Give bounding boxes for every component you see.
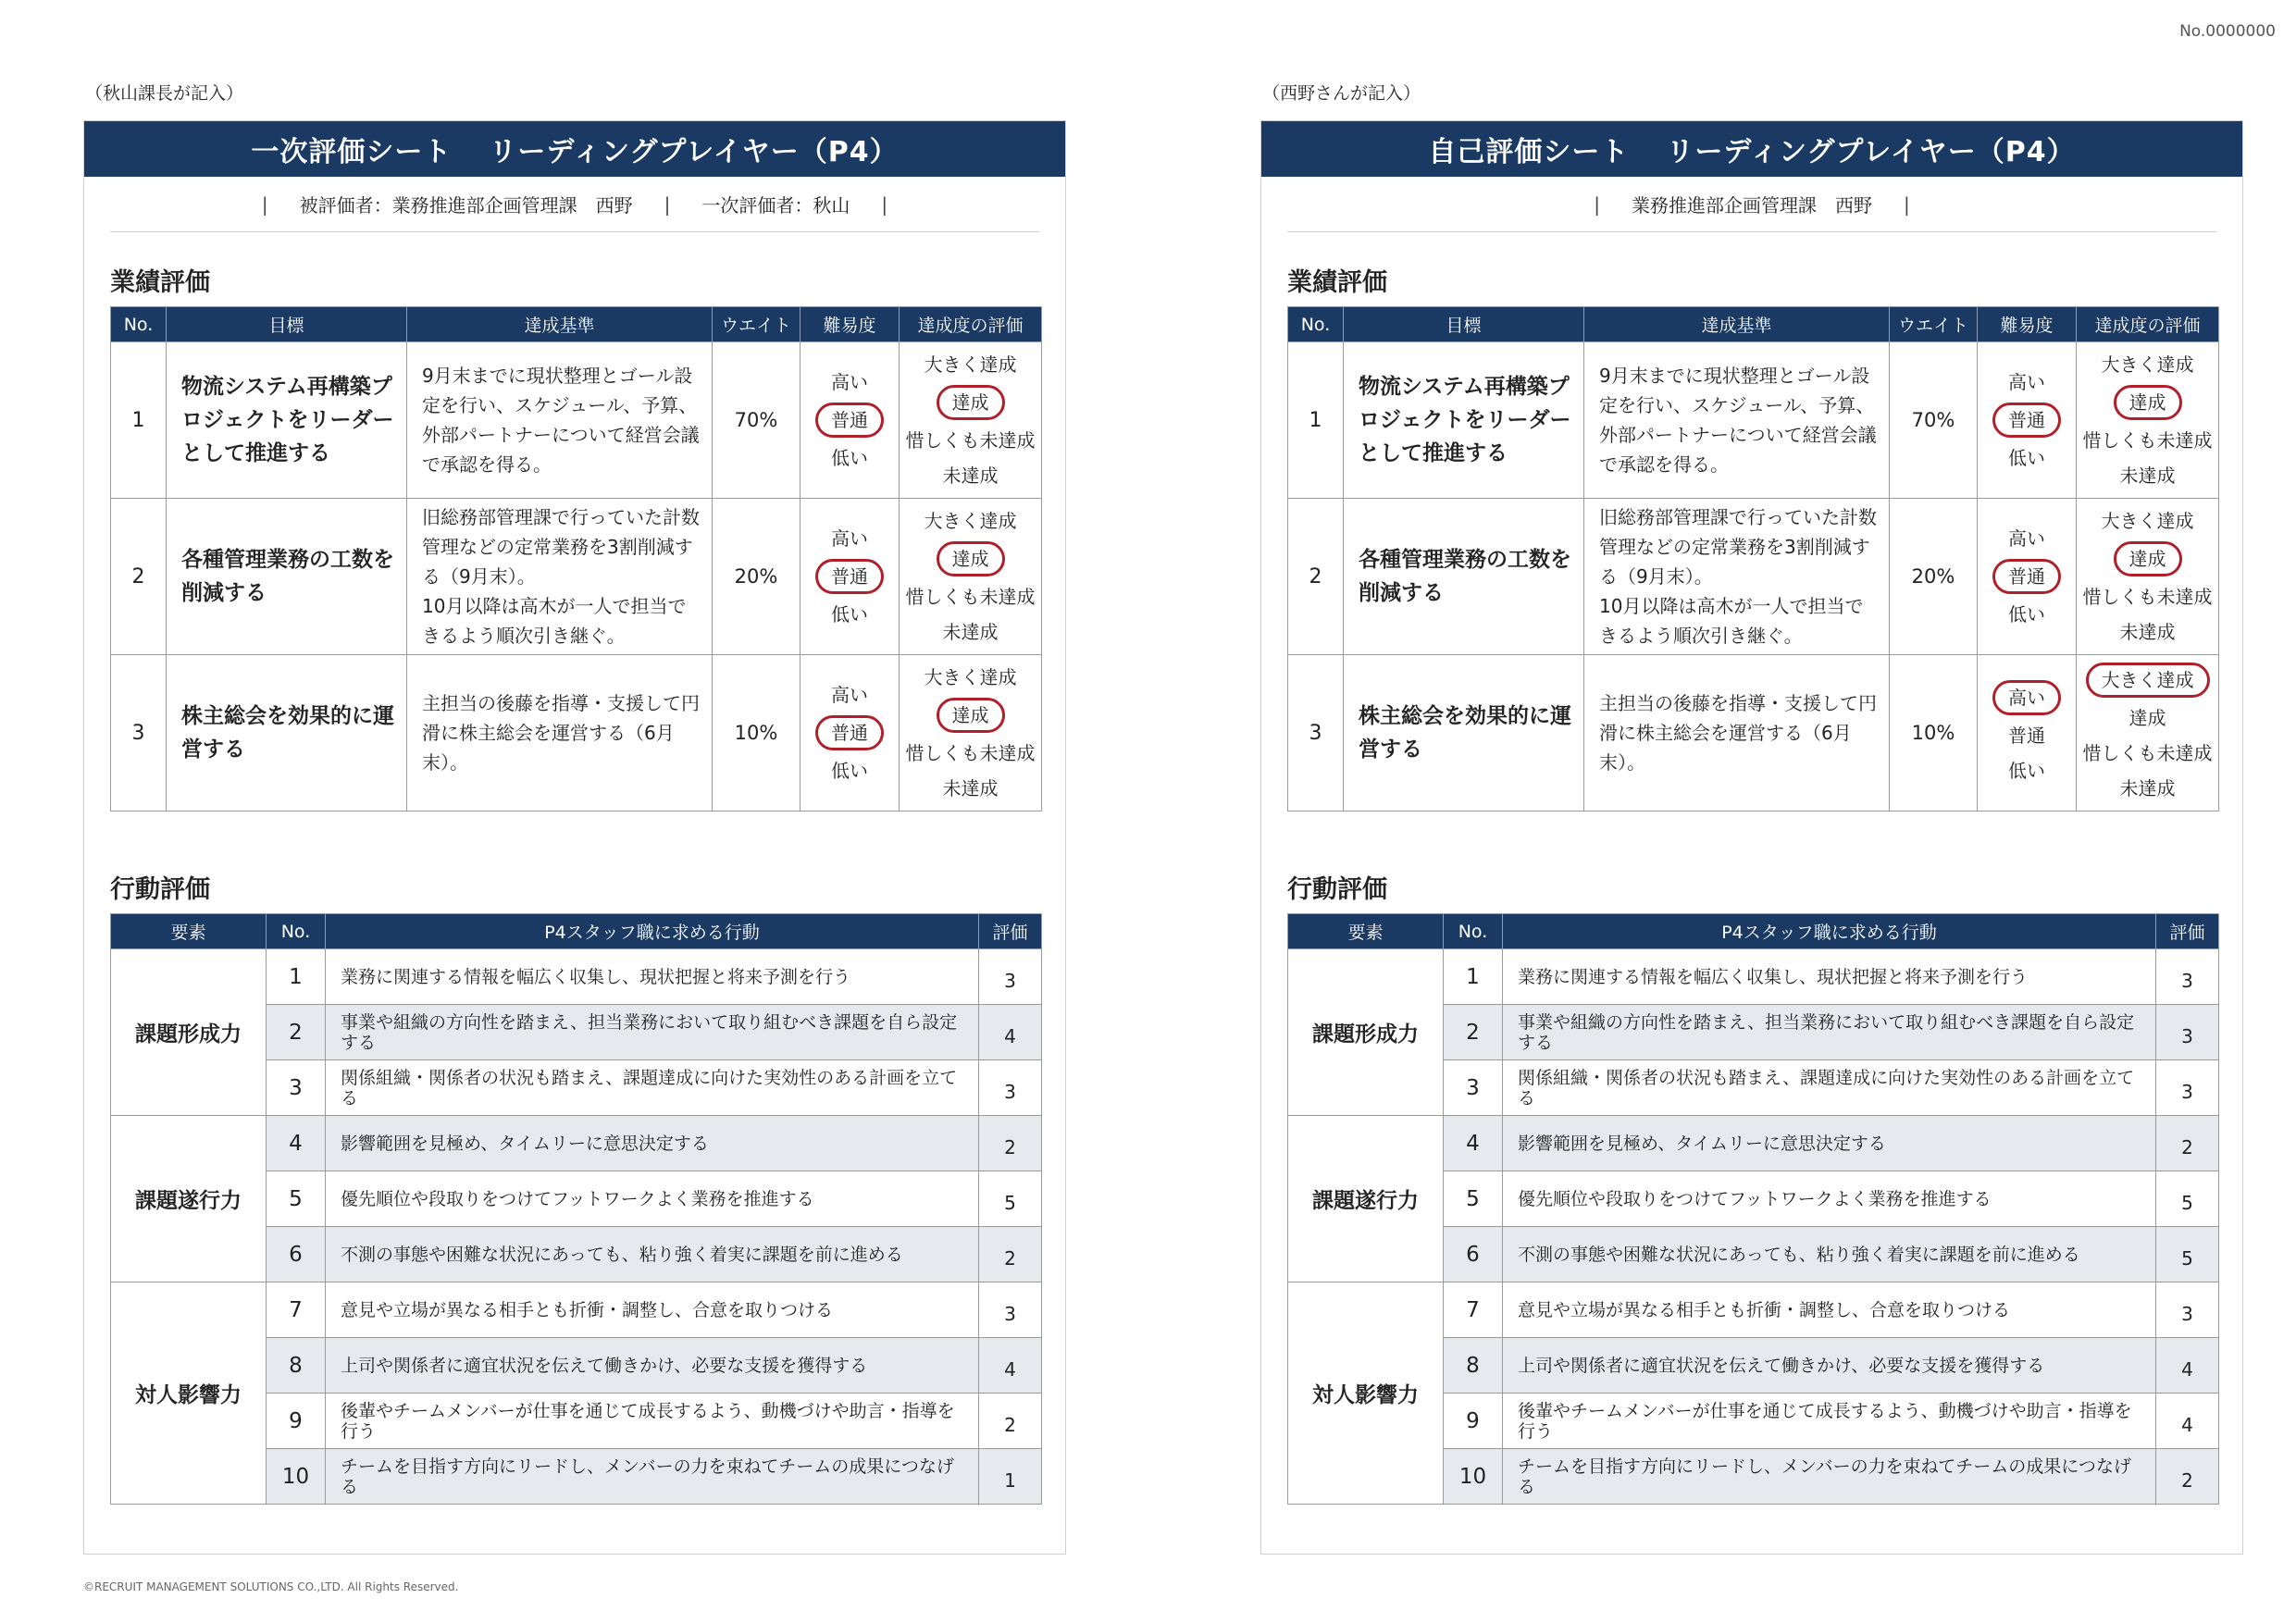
goal-text: 株主総会を効果的に運営する [1344,655,1584,812]
behavior-number: 6 [1444,1227,1503,1282]
goal-number: 1 [111,342,167,499]
behavior-description: 上司や関係者に適宜状況を伝えて働きかけ、必要な支援を獲得する [326,1338,979,1394]
column-header: P4スタッフ職に求める行動 [1503,914,2156,949]
evaluation-info [1287,177,2216,232]
difficulty-option: 高い [2008,371,2045,393]
behavior-description: 意見や立場が異なる相手とも折衝・調整し、合意を取りつける [326,1282,979,1338]
separator: | [881,192,888,216]
achievement-options [900,655,1042,812]
behavior-number: 1 [1444,949,1503,1005]
behavior-description: 優先順位や段取りをつけてフットワークよく業務を推進する [1503,1171,2156,1227]
behavior-score: 4 [979,1005,1042,1060]
info-item: 被評価者：業務推進部企画管理課 西野 [299,194,633,217]
criteria-line: 9月末までに現状整理とゴール設定を行い、スケジュール、予算、外部パートナーについて経営会議で承認を得る。 [422,365,700,476]
behavior-score: 4 [979,1338,1042,1394]
weight: 10% [1890,655,1978,812]
goal-row [111,655,1042,812]
behavior-score: 2 [2156,1449,2219,1505]
goal-row [111,499,1042,655]
achievement-option: 達成 [2128,707,2166,729]
difficulty-selected: 普通 [815,559,884,594]
criteria-line: 旧総務部管理課で行っていた計数管理などの定常業務を3割削減する（9月末）。 [1599,506,1877,588]
weight: 70% [713,342,800,499]
goal-text: 物流システム再構築プロジェクトをリーダーとして推進する [167,342,407,499]
performance-table [1287,306,2219,812]
behavior-score: 3 [2156,949,2219,1005]
goal-number: 2 [111,499,167,655]
criteria-line: 主担当の後藤を指導・支援して円滑に株主総会を運営する（6月末）。 [1599,692,1877,774]
behavior-number: 10 [1444,1449,1503,1505]
achievement-selected: 達成 [937,541,1005,576]
difficulty-options [1978,655,2077,812]
behavior-row [1288,1116,2219,1171]
competency-element: 課題遂行力 [111,1116,267,1282]
criteria-line: 主担当の後藤を指導・支援して円滑に株主総会を運営する（6月末）。 [422,692,700,774]
behavior-description: 不測の事態や困難な状況にあっても、粘り強く着実に課題を前に進める [1503,1227,2156,1282]
achievement-option: 惜しくも未達成 [2082,742,2213,764]
behavior-description: 後輩やチームメンバーが仕事を通じて成長するよう、動機づけや助言・指導を行う [1503,1394,2156,1449]
difficulty-selected: 高い [1992,680,2061,715]
separator: | [1594,192,1600,216]
info-item: 業務推進部企画管理課 西野 [1632,194,1872,217]
behavior-number: 5 [267,1171,326,1227]
column-header: 目標 [167,307,407,342]
column-header: 要素 [1288,914,1444,949]
difficulty-options [1978,499,2077,655]
behavior-number: 3 [1444,1060,1503,1116]
behavior-description: 関係組織・関係者の状況も踏まえ、課題達成に向けた実効性のある計画を立てる [1503,1060,2156,1116]
column-header: 目標 [1344,307,1584,342]
info-item: 一次評価者：秋山 [701,194,850,217]
achievement-option: 惜しくも未達成 [905,429,1036,452]
achievement-options [2077,499,2219,655]
achievement-criteria [1584,342,1890,499]
sheet-title-grade: リーディングプレイヤー（P4） [1666,136,2076,168]
behavior-score: 2 [979,1227,1042,1282]
sheet-card [83,120,1066,1555]
behavior-number: 7 [267,1282,326,1338]
difficulty-selected: 普通 [815,403,884,438]
criteria-line: 旧総務部管理課で行っていた計数管理などの定常業務を3割削減する（9月末）。 [422,506,700,588]
behavior-row [111,1116,1042,1171]
criteria-line: 10月以降は高木が一人で担当できるよう順次引き継ぐ。 [422,595,687,647]
column-header: 難易度 [1978,307,2077,342]
difficulty-option: 高い [2008,527,2045,550]
behavior-number: 8 [1444,1338,1503,1394]
sheet-title-main: 自己評価シート [1428,136,1630,168]
behavior-description: 業務に関連する情報を幅広く収集し、現状把握と将来予測を行う [326,949,979,1005]
achievement-options [2077,655,2219,812]
goal-number: 3 [1288,655,1344,812]
behavior-description: チームを目指す方向にリードし、メンバーの力を束ねてチームの成果につなげる [326,1449,979,1505]
achievement-option: 未達成 [2119,621,2176,643]
behavior-score: 3 [979,1282,1042,1338]
evaluation-info [110,177,1039,232]
behavior-number: 1 [267,949,326,1005]
difficulty-option: 低い [831,447,868,469]
behavior-number: 4 [1444,1116,1503,1171]
achievement-option: 大きく達成 [924,666,1017,688]
document-number: No.0000000 [2179,22,2276,41]
behavior-score: 2 [979,1116,1042,1171]
separator: | [664,192,671,216]
achievement-selected: 大きく達成 [2086,663,2210,698]
behavior-score: 2 [2156,1116,2219,1171]
behavior-number: 9 [1444,1394,1503,1449]
achievement-options [900,499,1042,655]
weight: 70% [1890,342,1978,499]
difficulty-options [800,499,900,655]
behavior-row [111,1282,1042,1338]
behavior-number: 3 [267,1060,326,1116]
achievement-selected: 達成 [2114,541,2182,576]
column-header: 達成基準 [1584,307,1890,342]
behavior-description: チームを目指す方向にリードし、メンバーの力を束ねてチームの成果につなげる [1503,1449,2156,1505]
goal-row [1288,499,2219,655]
weight: 20% [1890,499,1978,655]
behavior-score: 3 [979,949,1042,1005]
column-header: 評価 [979,914,1042,949]
author-note: （西野さんが記入） [1262,83,1421,104]
achievement-option: 大きく達成 [2101,353,2194,376]
behavior-number: 6 [267,1227,326,1282]
behavior-score: 3 [979,1060,1042,1116]
sheet-title-main: 一次評価シート [251,136,453,168]
competency-element: 対人影響力 [111,1282,267,1505]
behavior-number: 4 [267,1116,326,1171]
difficulty-option: 低い [831,603,868,626]
behavior-section-title: 行動評価 [110,875,210,904]
column-header: ウエイト [1890,307,1978,342]
behavior-description: 影響範囲を見極め、タイムリーに意思決定する [326,1116,979,1171]
behavior-score: 4 [2156,1394,2219,1449]
behavior-description: 事業や組織の方向性を踏まえ、担当業務において取り組むべき課題を自ら設定する [326,1005,979,1060]
column-header: No. [1288,307,1344,342]
difficulty-option: 低い [831,760,868,782]
goal-number: 3 [111,655,167,812]
behavior-number: 9 [267,1394,326,1449]
difficulty-option: 高い [831,684,868,706]
competency-element: 課題形成力 [1288,949,1444,1116]
achievement-option: 未達成 [2119,777,2176,799]
behavior-description: 不測の事態や困難な状況にあっても、粘り強く着実に課題を前に進める [326,1227,979,1282]
sheet-title [1261,121,2242,177]
goal-number: 2 [1288,499,1344,655]
goal-text: 物流システム再構築プロジェクトをリーダーとして推進する [1344,342,1584,499]
difficulty-options [800,655,900,812]
column-header: ウエイト [713,307,800,342]
goal-row [1288,655,2219,812]
achievement-selected: 達成 [2114,385,2182,420]
behavior-row [111,949,1042,1005]
behavior-description: 後輩やチームメンバーが仕事を通じて成長するよう、動機づけや助言・指導を行う [326,1394,979,1449]
achievement-option: 大きく達成 [924,510,1017,532]
behavior-score: 5 [979,1171,1042,1227]
behavior-description: 影響範囲を見極め、タイムリーに意思決定する [1503,1116,2156,1171]
column-header: No. [1444,914,1503,949]
difficulty-options [800,342,900,499]
achievement-selected: 達成 [937,385,1005,420]
difficulty-selected: 普通 [815,715,884,750]
behavior-score: 2 [979,1394,1042,1449]
column-header: No. [111,307,167,342]
achievement-option: 大きく達成 [924,353,1017,376]
difficulty-option: 低い [2008,447,2045,469]
achievement-option: 未達成 [2119,465,2176,487]
behavior-score: 3 [2156,1282,2219,1338]
achievement-option: 惜しくも未達成 [905,742,1036,764]
achievement-criteria [1584,499,1890,655]
difficulty-option: 低い [2008,760,2045,782]
achievement-option: 未達成 [942,465,999,487]
achievement-criteria [407,655,713,812]
behavior-description: 事業や組織の方向性を踏まえ、担当業務において取り組むべき課題を自ら設定する [1503,1005,2156,1060]
achievement-criteria [407,499,713,655]
behavior-score: 4 [2156,1338,2219,1394]
achievement-option: 惜しくも未達成 [2082,429,2213,452]
behavior-number: 5 [1444,1171,1503,1227]
separator: | [1904,192,1910,216]
goal-row [1288,342,2219,499]
sheet-title [84,121,1065,177]
goal-text: 各種管理業務の工数を削減する [1344,499,1584,655]
behavior-description: 業務に関連する情報を幅広く収集し、現状把握と将来予測を行う [1503,949,2156,1005]
behavior-description: 上司や関係者に適宜状況を伝えて働きかけ、必要な支援を獲得する [1503,1338,2156,1394]
achievement-option: 未達成 [942,621,999,643]
behavior-number: 10 [267,1449,326,1505]
column-header: 達成度の評価 [2077,307,2219,342]
column-header: No. [267,914,326,949]
column-header: 難易度 [800,307,900,342]
sheet-title-grade: リーディングプレイヤー（P4） [489,136,899,168]
achievement-option: 惜しくも未達成 [905,586,1036,608]
difficulty-option: 普通 [2008,725,2045,747]
criteria-line: 9月末までに現状整理とゴール設定を行い、スケジュール、予算、外部パートナーについて経営会議で承認を得る。 [1599,365,1877,476]
competency-element: 課題形成力 [111,949,267,1116]
separator: | [261,192,268,216]
behavior-description: 意見や立場が異なる相手とも折衝・調整し、合意を取りつける [1503,1282,2156,1338]
achievement-criteria [1584,655,1890,812]
criteria-line: 10月以降は高木が一人で担当できるよう順次引き継ぐ。 [1599,595,1864,647]
goal-text: 各種管理業務の工数を削減する [167,499,407,655]
competency-element: 対人影響力 [1288,1282,1444,1505]
copyright-notice: ©RECRUIT MANAGEMENT SOLUTIONS CO.,LTD. All Rights Reserved. [83,1580,459,1593]
achievement-criteria [407,342,713,499]
column-header: 達成基準 [407,307,713,342]
behavior-score: 5 [2156,1171,2219,1227]
difficulty-option: 高い [831,527,868,550]
behavior-row [1288,1282,2219,1338]
achievement-options [900,342,1042,499]
behavior-description: 関係組織・関係者の状況も踏まえ、課題達成に向けた実効性のある計画を立てる [326,1060,979,1116]
goal-number: 1 [1288,342,1344,499]
behavior-score: 3 [2156,1060,2219,1116]
achievement-option: 惜しくも未達成 [2082,586,2213,608]
difficulty-selected: 普通 [1992,559,2061,594]
behavior-number: 2 [267,1005,326,1060]
achievement-option: 未達成 [942,777,999,799]
goal-text: 株主総会を効果的に運営する [167,655,407,812]
difficulty-selected: 普通 [1992,403,2061,438]
behavior-section-title: 行動評価 [1287,875,1387,904]
competency-element: 課題遂行力 [1288,1116,1444,1282]
behavior-table [110,913,1042,1505]
column-header: 要素 [111,914,267,949]
goal-row [111,342,1042,499]
achievement-options [2077,342,2219,499]
behavior-description: 優先順位や段取りをつけてフットワークよく業務を推進する [326,1171,979,1227]
performance-section-title: 業績評価 [110,268,210,297]
performance-section-title: 業績評価 [1287,268,1387,297]
author-note: （秋山課長が記入） [85,83,244,104]
behavior-number: 2 [1444,1005,1503,1060]
behavior-score: 1 [979,1449,1042,1505]
column-header: 評価 [2156,914,2219,949]
behavior-score: 5 [2156,1227,2219,1282]
behavior-table [1287,913,2219,1505]
difficulty-options [1978,342,2077,499]
column-header: 達成度の評価 [900,307,1042,342]
achievement-option: 大きく達成 [2101,510,2194,532]
behavior-number: 8 [267,1338,326,1394]
achievement-selected: 達成 [937,698,1005,733]
weight: 20% [713,499,800,655]
difficulty-option: 高い [831,371,868,393]
behavior-row [1288,949,2219,1005]
column-header: P4スタッフ職に求める行動 [326,914,979,949]
difficulty-option: 低い [2008,603,2045,626]
behavior-number: 7 [1444,1282,1503,1338]
sheet-card [1260,120,2243,1555]
performance-table [110,306,1042,812]
behavior-score: 3 [2156,1005,2219,1060]
weight: 10% [713,655,800,812]
